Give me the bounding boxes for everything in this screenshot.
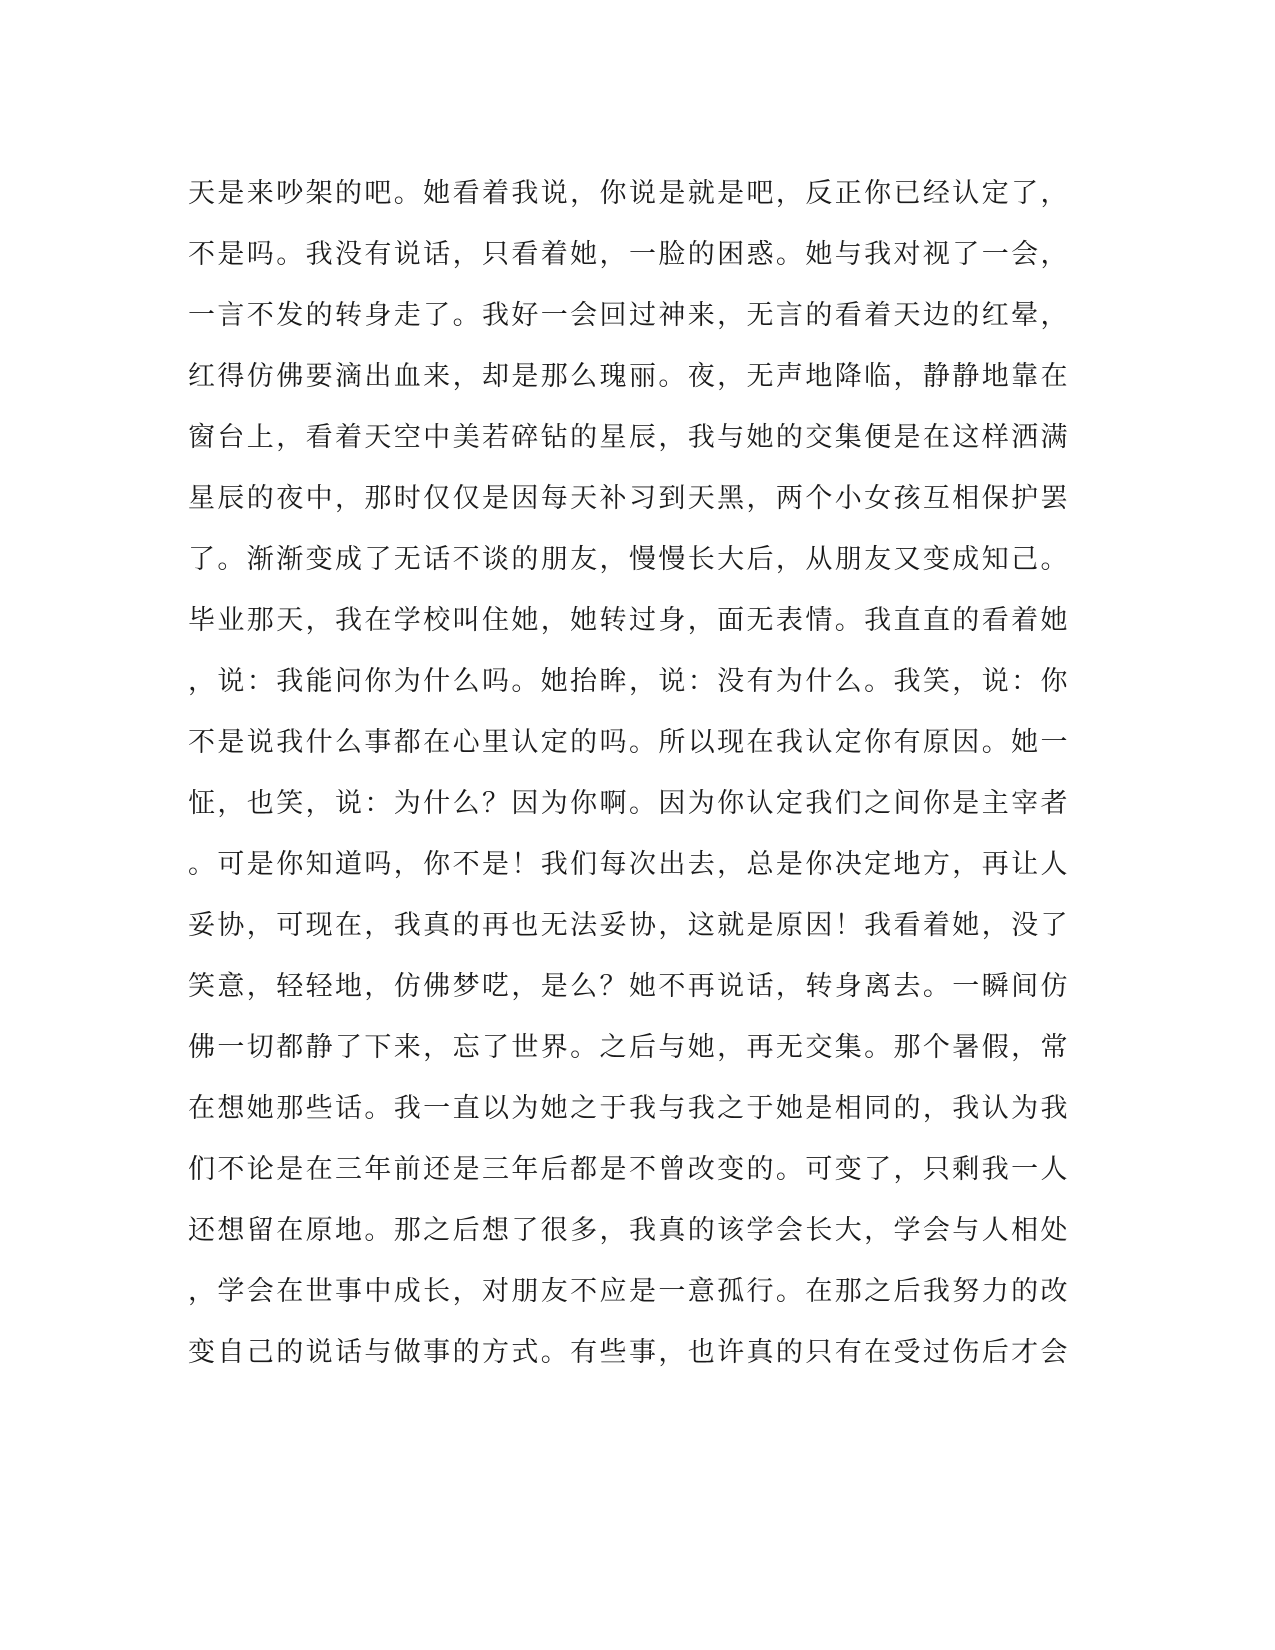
text-line: 。可是你知道吗，你不是！我们每次出去，总是你决定地方，再让人: [188, 849, 1068, 880]
text-line: 星辰的夜中，那时仅仅是因每天补习到天黑，两个小女孩互相保护罢: [188, 483, 1068, 514]
text-line: 一言不发的转身走了。我好一会回过神来，无言的看着天边的红晕，: [188, 300, 1068, 331]
text-line: 们不论是在三年前还是三年后都是不曾改变的。可变了，只剩我一人: [188, 1154, 1068, 1185]
text-line: 不是说我什么事都在心里认定的吗。所以现在我认定你有原因。她一: [188, 727, 1068, 758]
text-line: 不是吗。我没有说话，只看着她，一脸的困惑。她与我对视了一会，: [188, 239, 1068, 270]
text-line: 还想留在原地。那之后想了很多，我真的该学会长大，学会与人相处: [188, 1215, 1068, 1246]
text-line: 笑意，轻轻地，仿佛梦呓，是么？她不再说话，转身离去。一瞬间仿: [188, 971, 1068, 1002]
text-line: 佛一切都静了下来，忘了世界。之后与她，再无交集。那个暑假，常: [188, 1032, 1068, 1063]
body-text: [188, 163, 1068, 1383]
text-line: 怔，也笑，说：为什么？因为你啊。因为你认定我们之间你是主宰者: [188, 788, 1068, 819]
text-line: 窗台上，看着天空中美若碎钻的星辰，我与她的交集便是在这样洒满: [188, 422, 1068, 453]
text-line: ，说：我能问你为什么吗。她抬眸，说：没有为什么。我笑，说：你: [188, 666, 1068, 697]
text-line: 天是来吵架的吧。她看着我说，你说是就是吧，反正你已经认定了，: [188, 178, 1068, 209]
text-line: 在想她那些话。我一直以为她之于我与我之于她是相同的，我认为我: [188, 1093, 1068, 1124]
text-line: 妥协，可现在，我真的再也无法妥协，这就是原因！我看着她，没了: [188, 910, 1068, 941]
text-line: 红得仿佛要滴出血来，却是那么瑰丽。夜，无声地降临，静静地靠在: [188, 361, 1068, 392]
text-line: ，学会在世事中成长，对朋友不应是一意孤行。在那之后我努力的改: [188, 1276, 1068, 1307]
text-line: 变自己的说话与做事的方式。有些事，也许真的只有在受过伤后才会: [188, 1337, 1068, 1368]
text-line: 了。渐渐变成了无话不谈的朋友，慢慢长大后，从朋友又变成知己。: [188, 544, 1068, 575]
text-line: 毕业那天，我在学校叫住她，她转过身，面无表情。我直直的看着她: [188, 605, 1068, 636]
